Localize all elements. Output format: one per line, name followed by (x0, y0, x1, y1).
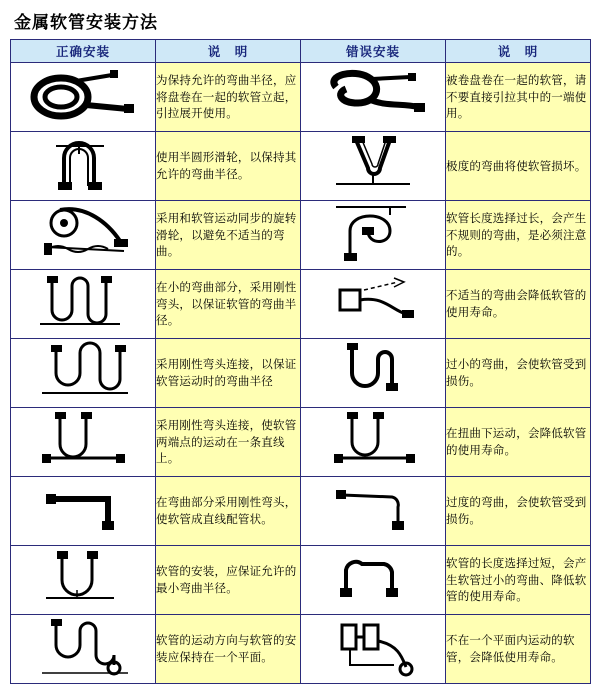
hose-diagram-icon (301, 63, 445, 131)
description-correct: 采用刚性弯头连接，使软管两端点的运动在一条直线上。 (156, 408, 301, 477)
figure-excess-length-irregular-bend-wrong (301, 201, 446, 270)
figure-coiled-hose-pulled-wrong (301, 63, 446, 132)
header-wrong-install: 错误安装 (301, 40, 446, 63)
hose-diagram-icon (301, 477, 445, 545)
description-wrong: 极度的弯曲将使软管损坏。 (446, 132, 591, 201)
description-wrong: 在扭曲下运动，会降低软管的使用寿命。 (446, 408, 591, 477)
hose-installation-table (10, 39, 591, 684)
table-row (11, 408, 591, 477)
hose-diagram-icon (11, 408, 155, 476)
hose-diagram-icon (301, 546, 445, 614)
figure-synchronized-rotating-sheave-correct (11, 201, 156, 270)
figure-minimum-bend-radius-correct (11, 546, 156, 615)
hose-diagram-icon (11, 615, 155, 683)
hose-diagram-icon (301, 270, 445, 338)
hose-diagram-icon (11, 270, 155, 338)
hose-diagram-icon (11, 132, 155, 200)
description-correct: 软管的运动方向与软管的安装应保持在一个平面。 (156, 615, 301, 684)
description-wrong: 过小的弯曲，会使软管受到损伤。 (446, 339, 591, 408)
hose-diagram-icon (301, 615, 445, 683)
hose-diagram-icon (301, 201, 445, 269)
description-wrong: 软管长度选择过长，会产生不规则的弯曲，是必须注意的。 (446, 201, 591, 270)
table-row (11, 63, 591, 132)
description-correct: 使用半圆形滑轮，以保持其允许的弯曲半径。 (156, 132, 301, 201)
hose-diagram-icon (11, 201, 155, 269)
figure-excessive-bend-wrong (301, 477, 446, 546)
hose-diagram-icon (11, 63, 155, 131)
table-row (11, 270, 591, 339)
hose-diagram-icon (301, 339, 445, 407)
description-correct: 采用和软管运动同步的旋转滑轮，以避免不适当的弯曲。 (156, 201, 301, 270)
description-wrong: 不适当的弯曲会降低软管的使用寿命。 (446, 270, 591, 339)
description-correct: 在小的弯曲部分，采用刚性弯头，以保证软管的弯曲半径。 (156, 270, 301, 339)
description-correct: 采用刚性弯头连接，以保证软管运动时的弯曲半径 (156, 339, 301, 408)
description-wrong: 被卷盘卷在一起的软管，请不要直接引拉其中的一端使用。 (446, 63, 591, 132)
description-correct: 在弯曲部分采用刚性弯头，使软管成直线配管状。 (156, 477, 301, 546)
description-correct: 为保持允许的弯曲半径，应将盘卷在一起的软管立起，引拉展开使用。 (156, 63, 301, 132)
figure-different-plane-motion-wrong (301, 615, 446, 684)
header-correct-install: 正确安装 (11, 40, 156, 63)
description-wrong: 软管的长度选择过短，会产生软管过小的弯曲、降低软管的使用寿命。 (446, 546, 591, 615)
figure-semicircular-sheave-correct (11, 132, 156, 201)
figure-rigid-elbow-connection-correct (11, 339, 156, 408)
figure-same-plane-motion-correct (11, 615, 156, 684)
table-row (11, 201, 591, 270)
table-row (11, 615, 591, 684)
hose-diagram-icon (11, 339, 155, 407)
description-correct: 软管的安装，应保证允许的最小弯曲半径。 (156, 546, 301, 615)
table-row (11, 132, 591, 201)
hose-diagram-icon (11, 477, 155, 545)
figure-rigid-elbow-straight-line-correct (11, 408, 156, 477)
hose-diagram-icon (11, 546, 155, 614)
description-wrong: 不在一个平面内运动的软管，会降低使用寿命。 (446, 615, 591, 684)
figure-twisting-motion-wrong (301, 408, 446, 477)
description-wrong: 过度的弯曲，会使软管受到损伤。 (446, 477, 591, 546)
figure-rigid-bend-small-radius-correct (11, 270, 156, 339)
figure-too-small-bend-wrong (301, 339, 446, 408)
hose-diagram-icon (301, 132, 445, 200)
table-row (11, 477, 591, 546)
table-header-row (11, 40, 591, 63)
table-row (11, 339, 591, 408)
page-title: 金属软管安装方法 (14, 13, 158, 33)
hose-diagram-icon (301, 408, 445, 476)
header-wrong-desc: 说 明 (446, 40, 591, 63)
figure-sharp-bend-wrong (301, 132, 446, 201)
figure-rigid-elbow-straight-piping-correct (11, 477, 156, 546)
figure-too-long-small-bend-wrong (301, 546, 446, 615)
figure-improper-bend-wrong (301, 270, 446, 339)
table-row (11, 546, 591, 615)
figure-coiled-hose-standing-correct (11, 63, 156, 132)
header-correct-desc: 说 明 (156, 40, 301, 63)
